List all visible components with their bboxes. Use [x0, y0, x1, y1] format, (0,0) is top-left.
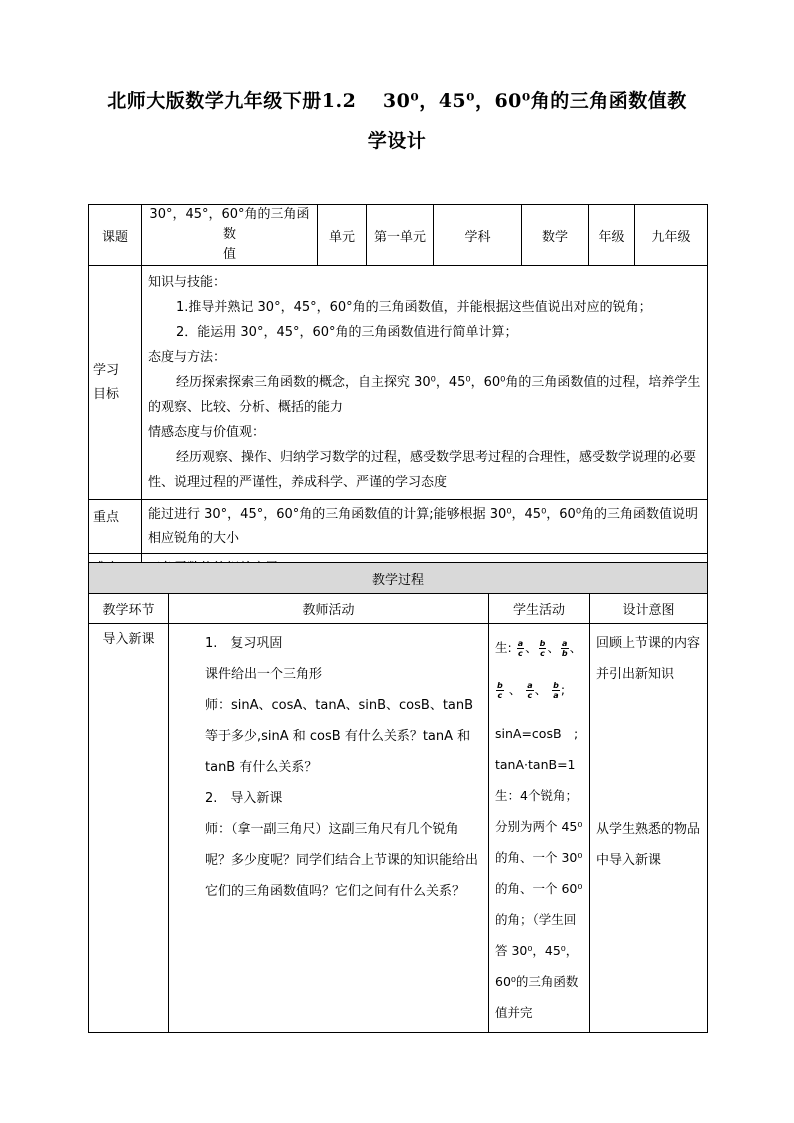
student-fractions-line-2: $\frac{b}{c}$ 、 $\frac{a}{c}$ 、 $\frac{b}{a}$ ;: [497, 681, 566, 700]
teacher-activity: [169, 624, 489, 1033]
subject-label: 学科: [434, 205, 522, 266]
grade-value: 九年级: [635, 205, 708, 266]
process-row-intro: [89, 624, 708, 1033]
design-intent-1: 回顾上节课的内容并引出新知识: [596, 636, 701, 682]
student-relation-2: tanA·tanB=1: [495, 757, 576, 772]
lesson-info-table: [88, 204, 708, 580]
goals-heading-method: 态度与方法：: [148, 350, 227, 365]
student-fractions-line-1: 生: $\frac{a}{c}$ 、 $\frac{b}{c}$ 、 $\frac{a}{b}$ 、: [495, 639, 583, 658]
fraction-a-over-c: $\frac{a}{c}$: [517, 639, 524, 658]
document-title-line-2: 学设计: [367, 130, 427, 152]
goal-method-1: 经历探索探索三角函数的概念，自主探究 30⁰，45⁰，60⁰角的三角函数值的过程，培养学生的观察、比较、分析、概括的能力: [148, 375, 701, 415]
fraction-b-over-c-2: $\frac{b}{c}$: [497, 681, 503, 700]
goal-knowledge-2: 2．能运用 30°，45°，60°角的三角函数值进行简单计算；: [176, 325, 518, 340]
student-prefix: 生:: [495, 640, 512, 655]
key-label: 重点: [89, 500, 142, 554]
goal-values-1: 经历观察、操作、归纳学习数学的过程，感受数学思考过程的合理性，感受数学说理的必要性、说理过程的严谨性，养成科学、严谨的学习态度: [148, 450, 697, 490]
stage-intro: 导入新课: [89, 624, 169, 1033]
process-header-row: [89, 594, 708, 624]
teacher-line-2: 课件给出一个三角形: [205, 667, 323, 682]
fraction-b-over-a: $\frac{b}{a}$: [553, 681, 559, 700]
process-band: 教学过程: [89, 563, 708, 594]
header-teacher: 教师活动: [169, 594, 489, 624]
subject-value: 数学: [522, 205, 589, 266]
student-relation-1: sinA=cosB ;: [495, 726, 579, 741]
key-text: 能过进行 30°，45°，60°角的三角函数值的计算;能够根据 30⁰，45⁰，60⁰角的三角函数值说明相应锐角的大小: [142, 500, 708, 554]
fraction-a-over-b: $\frac{a}{b}$: [561, 639, 568, 658]
header-design: 设计意图: [590, 594, 708, 624]
goals-content: [142, 266, 708, 500]
topic-value-line-2: 值: [222, 247, 236, 262]
grade-label: 年级: [589, 205, 635, 266]
design-intent-2: 从学生熟悉的物品中导入新课: [596, 822, 701, 868]
teacher-question-1: 师：sinA、cosA、tanA、sinB、cosB、tanB 等于多少,sinA 和 cosB 有什么关系？tanA 和 tanB 有什么关系？: [205, 698, 474, 775]
goals-label-line-1: 学习: [93, 362, 120, 378]
document-title-line-1: 北师大版数学九年级下册1.2 30⁰，45⁰，60⁰角的三角函数值教: [107, 90, 687, 112]
goal-knowledge-1: 1.推导并熟记 30°，45°，60°角的三角函数值，并能根据这些值说出对应的锐角；: [176, 300, 652, 315]
student-activity: [489, 624, 590, 1033]
header-stage: 教学环节: [89, 594, 169, 624]
topic-value-line-1: 30°，45°，60°角的三角函数: [149, 207, 310, 242]
teacher-step-2: 2. 导入新课: [205, 791, 283, 806]
student-answer: 生：4个锐角；分别为两个 45⁰的角、一个 30⁰的角、一个 60⁰的角；（学生回答 30⁰，45⁰，60⁰的三角函数值并完: [495, 788, 583, 1020]
teacher-step-1: 1. 复习巩固: [205, 636, 283, 651]
teacher-question-2: 师：（拿一副三角尺）这副三角尺有几个锐角呢？多少度呢？同学们结合上节课的知识能给出它们的三角函数值吗？它们之间有什么关系？: [205, 822, 479, 899]
goals-heading-knowledge: 知识与技能：: [148, 275, 227, 290]
fraction-b-over-c: $\frac{b}{c}$: [539, 639, 546, 658]
topic-value: [142, 205, 318, 266]
teaching-process-table: [88, 562, 708, 1033]
key-row: [89, 500, 708, 554]
goals-label: [89, 266, 142, 500]
topic-label: 课题: [89, 205, 142, 266]
fraction-a-over-c-2: $\frac{a}{c}$: [527, 681, 533, 700]
process-band-row: [89, 563, 708, 594]
goals-label-line-2: 目标: [93, 386, 120, 402]
goals-row: [89, 266, 708, 500]
unit-value: 第一单元: [367, 205, 434, 266]
design-intent: [590, 624, 708, 1033]
unit-label: 单元: [318, 205, 367, 266]
info-row: [89, 205, 708, 266]
header-student: 学生活动: [489, 594, 590, 624]
goals-heading-values: 情感态度与价值观：: [148, 425, 266, 440]
